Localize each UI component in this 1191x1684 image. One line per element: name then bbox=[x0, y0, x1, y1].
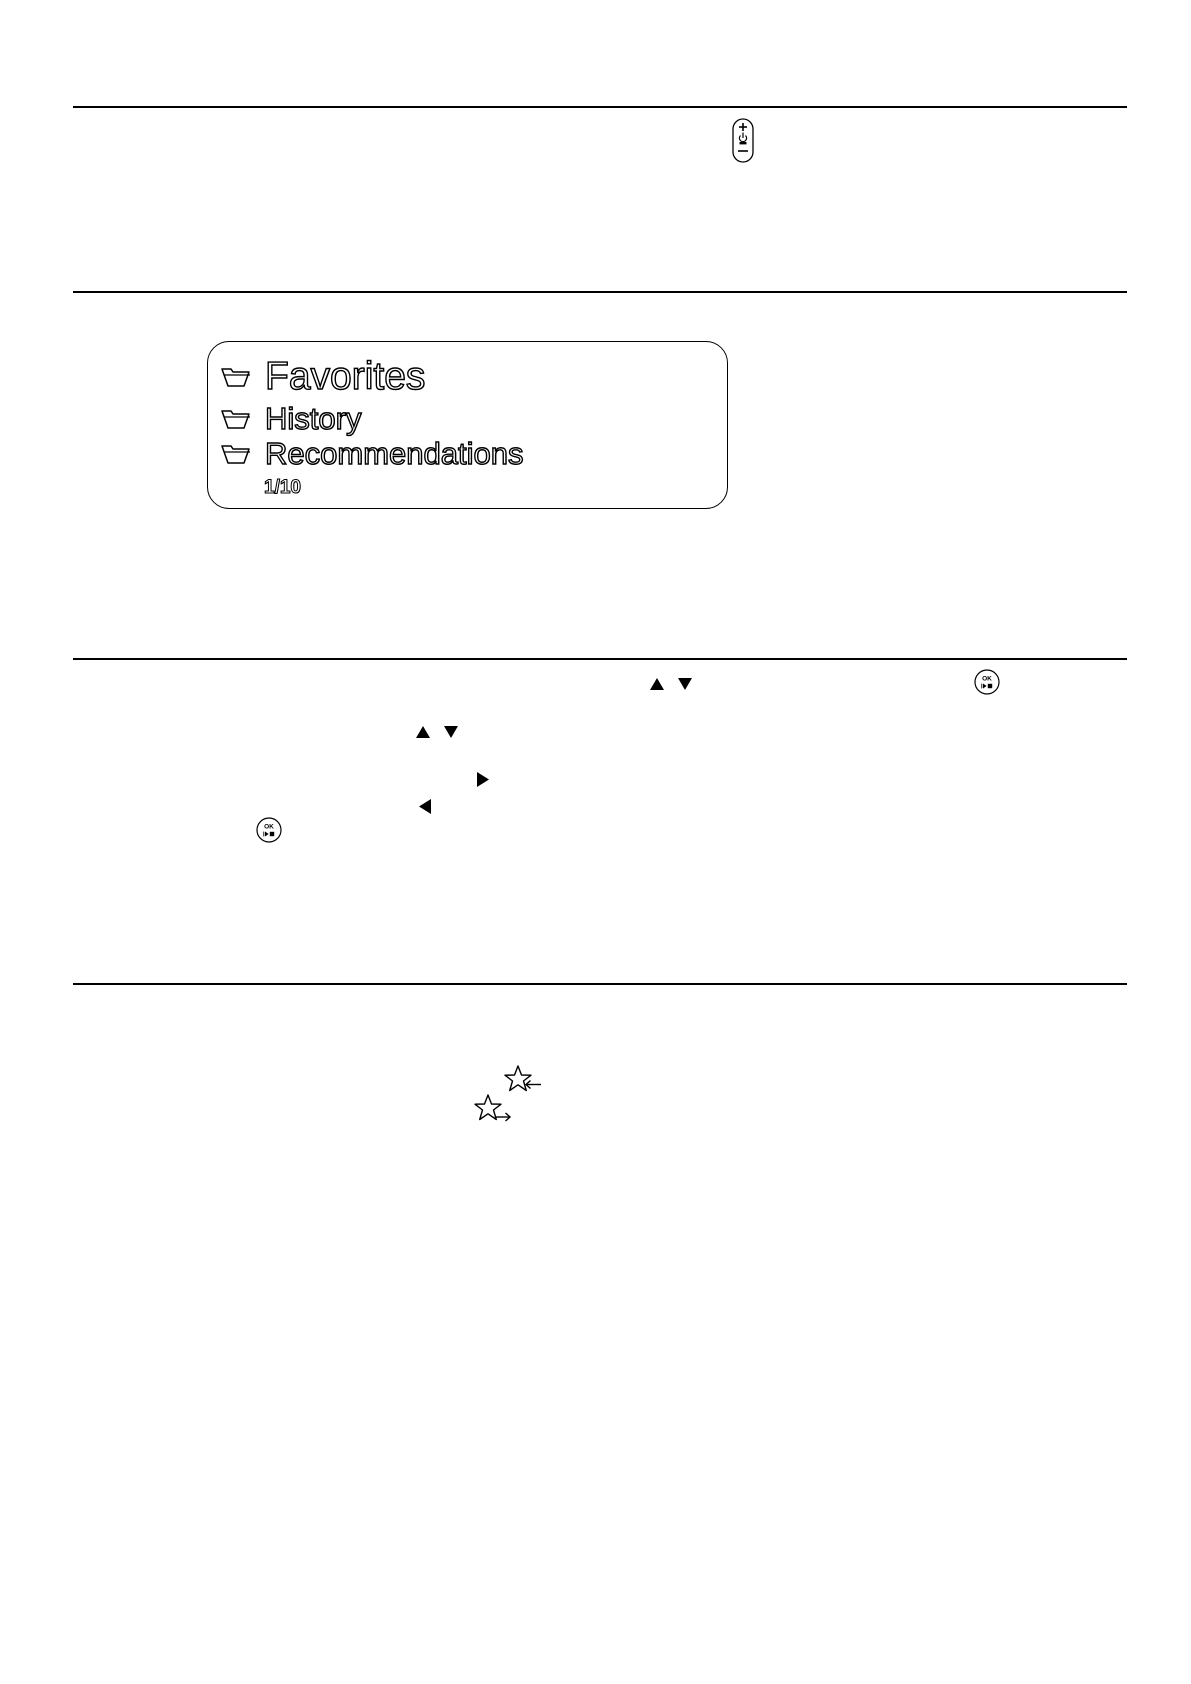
remove-favorite-star-icon bbox=[474, 1093, 512, 1125]
section-divider-1 bbox=[73, 106, 1127, 108]
section-divider-4 bbox=[73, 983, 1127, 985]
arrow-down-icon bbox=[677, 677, 693, 691]
menu-item-favorites[interactable] bbox=[220, 355, 425, 399]
ok-button-icon bbox=[256, 817, 282, 843]
add-favorite-star-icon bbox=[504, 1064, 542, 1096]
section-divider-2 bbox=[73, 291, 1127, 293]
page-counter: 1/10 bbox=[264, 477, 301, 498]
ok-button-icon bbox=[974, 669, 1000, 695]
arrow-left-icon bbox=[418, 798, 432, 815]
menu-item-label: Favorites bbox=[265, 355, 426, 398]
section-divider-3 bbox=[73, 658, 1127, 660]
menu-item-label: Recommendations bbox=[265, 436, 524, 471]
menu-item-recommendations[interactable] bbox=[220, 436, 523, 472]
arrow-up-icon bbox=[415, 725, 431, 739]
svg-text:OK: OK bbox=[264, 823, 274, 831]
arrow-up-icon bbox=[649, 677, 665, 691]
menu-item-history[interactable] bbox=[220, 401, 361, 437]
svg-text:OK: OK bbox=[982, 675, 992, 683]
folder-icon bbox=[220, 443, 252, 465]
volume-button-icon bbox=[731, 118, 755, 163]
folder-icon bbox=[220, 408, 252, 430]
folder-icon bbox=[220, 366, 252, 388]
menu-item-label: History bbox=[265, 401, 362, 436]
display-panel bbox=[207, 341, 728, 509]
arrow-down-icon bbox=[443, 725, 459, 739]
arrow-right-icon bbox=[476, 771, 490, 788]
